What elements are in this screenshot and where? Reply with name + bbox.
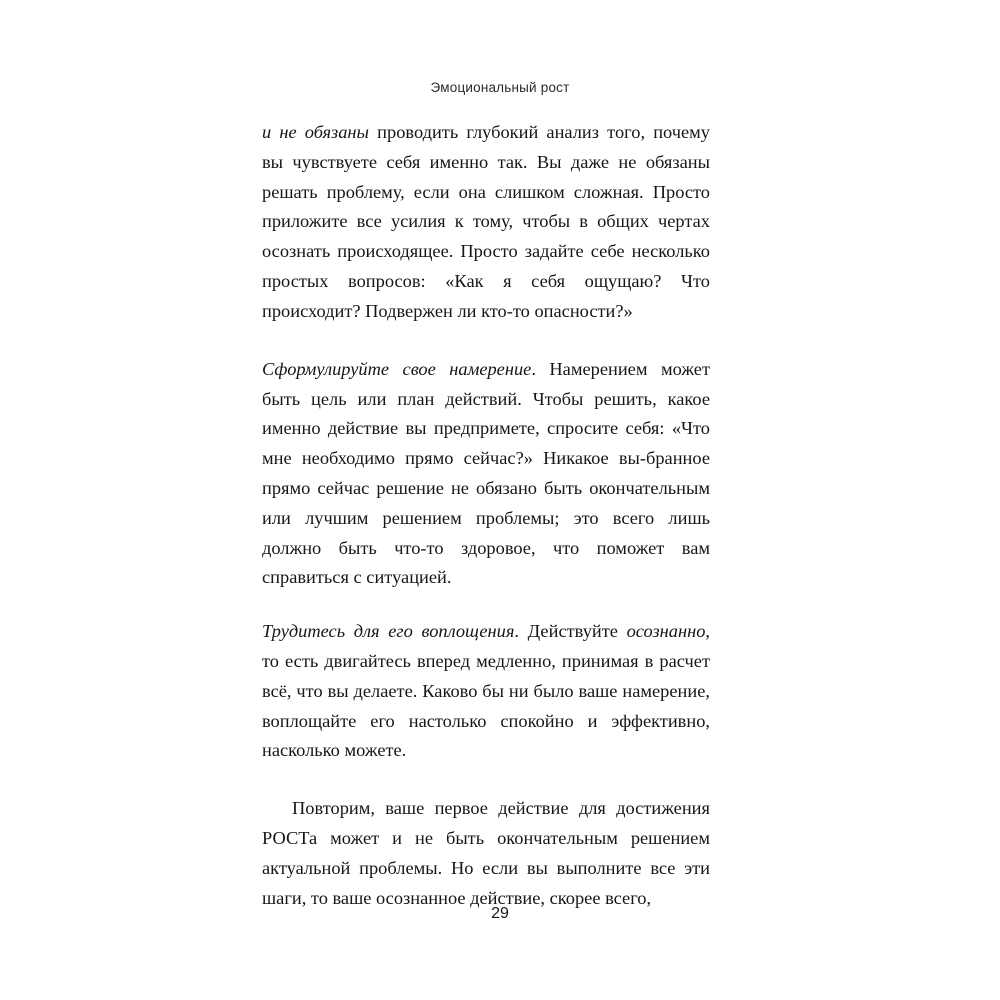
- paragraph-1: [262, 118, 710, 327]
- paragraph-1-body: проводить глубокий анализ того, почему вы чувствуете себя именно так. Вы даже не обязаны решать проблему, если она слишком сложная. Просто приложите все усилия к тому, чтобы в общих чертах осознать происходящее. Просто задайте себе несколько простых вопросов: «Как я себя ощущаю? Что происходит? Подвержен ли кто-то опасности?»: [262, 122, 711, 321]
- paragraph-3-body: , то есть двигайтесь вперед медленно, принимая в расчет всё, что вы делаете. Каково бы ни было ваше намерение, воплощайте его настолько спокойно и эффективно, насколько можете.: [262, 621, 711, 761]
- paragraph-1-italic-lead: и не обязаны: [262, 122, 370, 142]
- body-text-column: [262, 118, 710, 914]
- paragraph-2-italic-lead: Сформулируйте свое намерение: [262, 358, 532, 379]
- paragraph-3-italic-lead: Трудитесь для его воплощения: [262, 621, 515, 642]
- page-number: 29: [491, 905, 509, 922]
- paragraph-3-italic-word: осознанно: [626, 621, 706, 642]
- paragraph-2: [262, 355, 710, 594]
- running-head: Эмоциональный рост: [430, 80, 570, 95]
- paragraph-4: Повторим, ваше первое действие для достижения РОСТа может и не быть окончательным решением актуальной проблемы. Но если вы выполните все эти шаги, то ваше осознанное действие, скорее всего,: [262, 798, 710, 908]
- paragraph-3-mid-plain: . Действуйте: [514, 621, 627, 642]
- paragraph-2-body: . Намерением может быть цель или план действий. Чтобы решить, какое именно действие вы предпримете, спросите себя: «Что мне необходимо прямо сейчас?» Никакое вы-бранное прямо сейчас решение не обязано быть окончательным или лучшим решением проблемы; это всего лишь должно быть что-то здоровое, что поможет вам справиться с ситуацией.: [262, 358, 710, 588]
- paragraph-3: [262, 617, 710, 766]
